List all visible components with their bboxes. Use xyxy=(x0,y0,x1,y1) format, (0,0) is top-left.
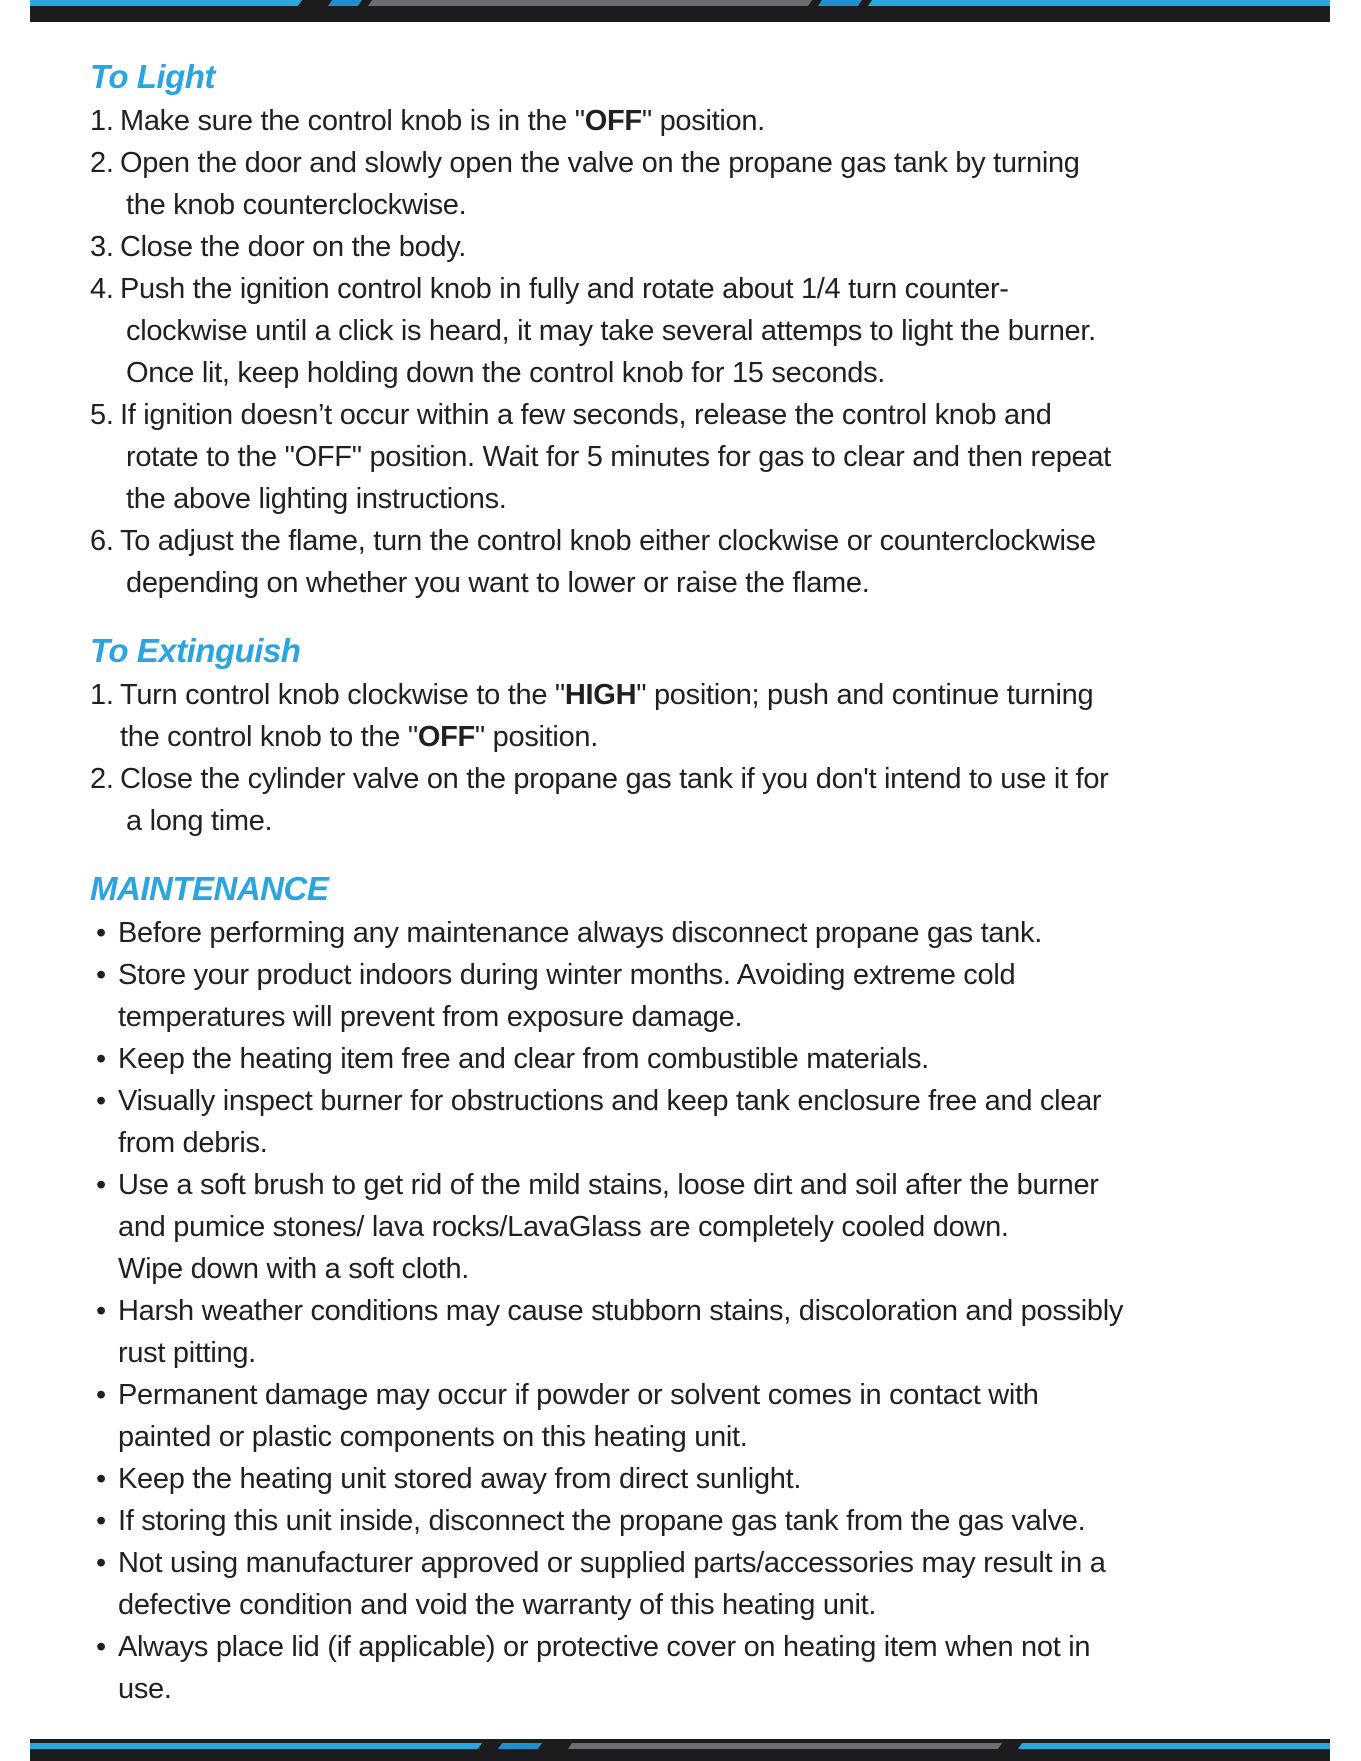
footer-stripe-gray xyxy=(568,1743,1002,1749)
list-item xyxy=(90,1164,1270,1290)
step-text: Push the ignition control knob in fully and rotate about 1/4 turn counter- xyxy=(120,273,1009,305)
step-text: Open the door and slowly open the valve on the propane gas tank by turning xyxy=(120,147,1080,179)
step-text: a long time. xyxy=(126,805,273,837)
step-number: 1. xyxy=(90,679,114,711)
step-text: Turn control knob clockwise to the " xyxy=(120,679,565,711)
bullet-text: Not using manufacturer approved or supplied parts/accessories may result in a xyxy=(118,1547,1106,1579)
step-text: Make sure the control knob is in the " xyxy=(120,105,585,137)
bullet-icon: • xyxy=(96,1085,106,1117)
list-item xyxy=(90,1038,1270,1080)
section-title-to-light: To Light xyxy=(90,58,215,95)
step-text: " position; push and continue turning xyxy=(636,679,1094,711)
bullet-icon: • xyxy=(96,1505,106,1537)
bullet-text: Wipe down with a soft cloth. xyxy=(118,1253,470,1285)
bullet-icon: • xyxy=(96,1043,106,1075)
step-number: 2. xyxy=(90,763,114,795)
step-text: " position. xyxy=(474,721,598,753)
list-item xyxy=(90,1374,1270,1458)
step-text: the knob counterclockwise. xyxy=(126,189,467,221)
list-item xyxy=(90,954,1270,1038)
bullet-icon: • xyxy=(96,1631,106,1663)
step-text: rotate to the "OFF" position. Wait for 5 minutes for gas to clear and then repeat xyxy=(126,441,1111,473)
step-text: If ignition doesn’t occur within a few seconds, release the control knob and xyxy=(120,399,1052,431)
bullet-text: Harsh weather conditions may cause stubborn stains, discoloration and possibly xyxy=(118,1295,1124,1327)
bullet-icon: • xyxy=(96,1547,106,1579)
bullet-icon: • xyxy=(96,1379,106,1411)
step-number: 4. xyxy=(90,273,114,305)
step-text: depending on whether you want to lower or raise the flame. xyxy=(126,567,870,599)
bullet-text: defective condition and void the warranty of this heating unit. xyxy=(118,1589,877,1621)
bullet-text: Always place lid (if applicable) or protective cover on heating item when not in xyxy=(118,1631,1091,1663)
bullet-text: Use a soft brush to get rid of the mild stains, loose dirt and soil after the burner xyxy=(118,1169,1099,1201)
header-stripe-gray xyxy=(368,0,812,6)
bullet-icon: • xyxy=(96,1463,106,1495)
bullet-text: from debris. xyxy=(118,1127,268,1159)
footer-stripe-blue-right xyxy=(1018,1743,1330,1749)
bullet-text: Keep the heating unit stored away from direct sunlight. xyxy=(118,1463,802,1495)
bullet-text: and pumice stones/ lava rocks/LavaGlass are completely cooled down. xyxy=(118,1211,1009,1243)
bullet-text: Before performing any maintenance always disconnect propane gas tank. xyxy=(118,917,1042,949)
footer-stripe-blue-accent xyxy=(498,1743,542,1749)
bullet-text: If storing this unit inside, disconnect the propane gas tank from the gas valve. xyxy=(118,1505,1086,1537)
step-number: 5. xyxy=(90,399,114,431)
bullet-icon: • xyxy=(96,959,106,991)
header-stripe-blue-accent xyxy=(328,0,362,6)
list-item xyxy=(90,1290,1270,1374)
section-title-to-extinguish: To Extinguish xyxy=(90,632,301,669)
list-item xyxy=(90,394,1270,520)
step-number: 2. xyxy=(90,147,114,179)
bullet-text: painted or plastic components on this heating unit. xyxy=(118,1421,748,1453)
step-number: 6. xyxy=(90,525,114,557)
step-text: " position. xyxy=(641,105,765,137)
list-item xyxy=(90,1626,1270,1710)
list-item xyxy=(90,1500,1270,1542)
list-item xyxy=(90,268,1270,394)
bullet-icon: • xyxy=(96,1169,106,1201)
page-content xyxy=(90,58,1270,1710)
step-text: To adjust the flame, turn the control knob either clockwise or counterclockwise xyxy=(120,525,1096,557)
step-text-bold: OFF xyxy=(584,105,642,137)
bullet-text: Permanent damage may occur if powder or solvent comes in contact with xyxy=(118,1379,1039,1411)
bullet-text: Visually inspect burner for obstructions and keep tank enclosure free and clear xyxy=(118,1085,1102,1117)
header-stripe-blue-left xyxy=(30,0,302,6)
list-item xyxy=(90,100,1270,142)
step-text-bold: OFF xyxy=(417,721,475,753)
list-item xyxy=(90,142,1270,226)
list-item xyxy=(90,226,1270,268)
bullet-icon: • xyxy=(96,1295,106,1327)
list-item xyxy=(90,912,1270,954)
maintenance-list xyxy=(90,912,1270,1710)
bullet-text: Keep the heating item free and clear from combustible materials. xyxy=(118,1043,929,1075)
header-stripe-blue-right xyxy=(868,0,1330,6)
to-extinguish-steps xyxy=(90,674,1270,842)
list-item xyxy=(90,1458,1270,1500)
step-text: clockwise until a click is heard, it may take several attemps to light the burner. xyxy=(126,315,1096,347)
list-item xyxy=(90,674,1270,758)
list-item xyxy=(90,520,1270,604)
header-stripe-blue-accent-2 xyxy=(818,0,862,6)
bullet-text: rust pitting. xyxy=(118,1337,256,1369)
step-text-bold: HIGH xyxy=(564,679,637,711)
to-light-steps xyxy=(90,100,1270,604)
header-bar xyxy=(30,0,1330,22)
footer-bar xyxy=(30,1739,1330,1761)
step-number: 3. xyxy=(90,231,114,263)
step-text: the control knob to the " xyxy=(120,721,418,753)
step-text: the above lighting instructions. xyxy=(126,483,507,515)
step-text: Once lit, keep holding down the control knob for 15 seconds. xyxy=(126,357,886,389)
bullet-text: use. xyxy=(118,1673,172,1705)
list-item xyxy=(90,758,1270,842)
bullet-icon: • xyxy=(96,917,106,949)
section-title-maintenance: MAINTENANCE xyxy=(90,870,329,907)
list-item xyxy=(90,1080,1270,1164)
step-text: Close the cylinder valve on the propane gas tank if you don't intend to use it for xyxy=(120,763,1109,795)
list-item xyxy=(90,1542,1270,1626)
step-text: Close the door on the body. xyxy=(120,231,467,263)
step-number: 1. xyxy=(90,105,114,137)
bullet-text: Store your product indoors during winter months. Avoiding extreme cold xyxy=(118,959,1016,991)
bullet-text: temperatures will prevent from exposure damage. xyxy=(118,1001,743,1033)
footer-stripe-blue-left xyxy=(30,1743,482,1749)
